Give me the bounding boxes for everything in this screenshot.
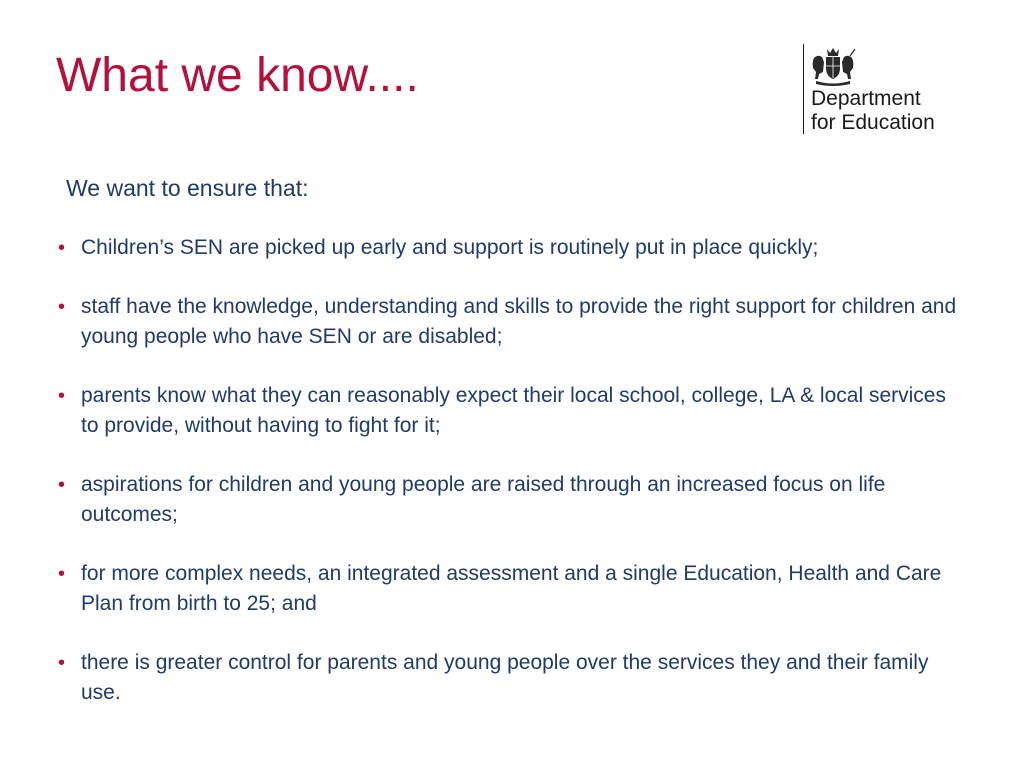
bullet-text: staff have the knowledge, understanding and skills to provide the right support for children and young people who have SEN or are disabled;: [81, 295, 957, 348]
bullet-marker: •: [58, 237, 66, 259]
bullet-item-aspirations: [56, 470, 966, 530]
bullet-marker: •: [58, 474, 66, 496]
logo-divider: [803, 44, 804, 134]
bullet-text: there is greater control for parents and young people over the services they and their family use.: [81, 651, 929, 704]
royal-coat-of-arms-icon: [810, 46, 856, 86]
bullet-text: parents know what they can reasonably expect their local school, college, LA & local services to provide, without having to fight for it;: [81, 384, 946, 437]
intro-text: We want to ensure that:: [66, 175, 309, 201]
logo-line-for-education: for Education: [811, 111, 935, 134]
bullet-item-parents-expectations: [56, 381, 966, 441]
bullet-marker: •: [58, 652, 66, 674]
bullet-item-greater-control: [56, 648, 966, 708]
bullet-item-staff-knowledge: [56, 292, 966, 352]
department-for-education-logo: [798, 44, 968, 136]
bullet-marker: •: [58, 296, 66, 318]
bullet-list: [56, 233, 966, 737]
bullet-item-sen-picked-up-early: [56, 233, 966, 263]
bullet-text: aspirations for children and young people are raised through an increased focus on life outcomes;: [81, 473, 886, 526]
bullet-text: Children’s SEN are picked up early and support is routinely put in place quickly;: [81, 236, 819, 259]
slide-title: What we know....: [56, 49, 419, 102]
logo-text: [811, 87, 935, 135]
bullet-marker: •: [58, 385, 66, 407]
bullet-text: for more complex needs, an integrated assessment and a single Education, Health and Care Plan from birth to 25; and: [81, 562, 942, 615]
bullet-marker: •: [58, 563, 66, 585]
bullet-item-complex-needs: [56, 559, 966, 619]
logo-line-department: Department: [811, 87, 921, 110]
